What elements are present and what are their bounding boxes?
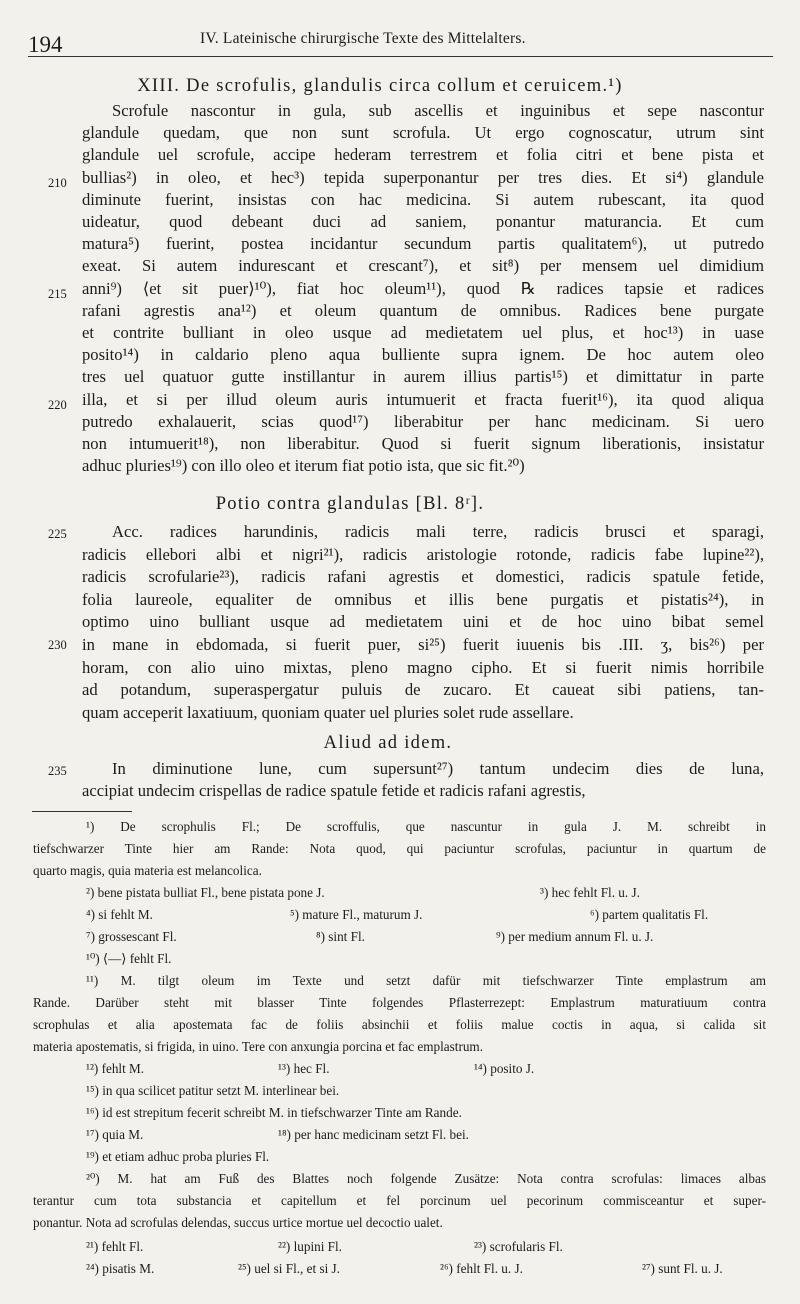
header-rule (28, 56, 773, 57)
footnote: Rande. Darüber steht mit blasser Tinte folgendes Pflasterrezept: Emplastrum maturatiuum contra (33, 995, 766, 1010)
footnote: ¹⁰) ⟨—⟩ fehlt Fl. (86, 951, 172, 966)
text-line: optimo uino bulliant usque ad medietatem uini et de hoc uino bibat semel (82, 612, 764, 632)
text-line: In diminutione lune, cum supersunt²⁷) tantum undecim dies de luna, (112, 759, 764, 778)
text-line: glandule quedam, que non sunt scrofula. Ut ergo cognoscatur, utrum sint (82, 123, 764, 143)
text-line: radicis ellebori albi et nigri²¹), radicis aristologie rotonde, radicis fabe lupine²²), (82, 544, 764, 564)
footnote: ¹¹) M. tilgt oleum im Texte und setzt dafür mit tiefschwarzer Tinte emplastrum am (86, 973, 766, 988)
footnote: quarto magis, quia materia est melancolica. (33, 863, 262, 878)
footnote: ¹³) hec Fl. (278, 1061, 330, 1076)
footnote: ⁸) sint Fl. (316, 929, 365, 944)
footnote: ¹) De scrophulis Fl.; De scroffulis, que nascuntur in gula J. M. schreibt in (86, 819, 766, 834)
text-line: non intumuerit¹⁸), non liberabitur. Quod si fuerit signum liberationis, insistatur (82, 434, 764, 453)
footnote: ¹⁹) et etiam adhuc proba pluries Fl. (86, 1149, 270, 1164)
footnote: ¹⁸) per hanc medicinam setzt Fl. bei. (278, 1127, 469, 1142)
text-line: illa, et si per illud oleum auris intumuerit et fracta fuerit¹⁶), ita quod aliqua (82, 389, 764, 409)
text-line: Scrofule nascontur in gula, sub ascellis et inguinibus et sepe nascontur (112, 101, 764, 120)
text-line: adhuc pluries¹⁹) con illo oleo et iterum fiat potio ista, que sic fit.²⁰) (82, 456, 525, 476)
footnote: ²³) scrofularis Fl. (474, 1239, 563, 1254)
running-title: IV. Lateinische chirurgische Texte des Mittelalters. (200, 30, 526, 47)
footnote: ¹²) fehlt M. (86, 1061, 145, 1076)
text-line: anni⁹) ⟨et sit puer⟩¹⁰), fiat hoc oleum¹¹), quod ℞ radices tapsie et radices (82, 278, 764, 298)
section-heading: XIII. De scrofulis, glandulis circa collum et ceruicem.¹) (137, 76, 623, 96)
footnote: ²⁰) M. hat am Fuß des Blattes noch folgende Zusätze: Nota contra scrofulas: limaces albas (86, 1171, 766, 1186)
footnote: ⁶) partem qualitatis Fl. (590, 907, 709, 922)
footnote: ponantur. Nota ad scrofulas delendas, succus urtice mortue uel decoctio ualet. (33, 1215, 443, 1230)
section-heading: Potio contra glandulas [Bl. 8ʳ]. (215, 494, 485, 514)
line-number: 225 (48, 527, 67, 541)
footnote: ¹⁴) posito J. (474, 1061, 535, 1076)
text-line: rafani agrestis ana¹²) et oleum quantum de omnibus. Radices bene purgate (82, 300, 764, 320)
footnote: ²⁴) pisatis M. (86, 1261, 155, 1276)
footnote: ²⁵) uel si Fl., et si J. (238, 1261, 340, 1276)
text-line: folia laureole, equaliter de omnibus et illis bene purgatis et pistatis²⁴), in (82, 589, 764, 609)
text-line: uideatur, quod debeant duci ad saniem, ponantur maturancia. Et cum (82, 212, 764, 231)
footnote: ¹⁵) in qua scilicet patitur setzt M. interlinear bei. (86, 1083, 340, 1098)
footnote: ⁴) si fehlt M. (86, 907, 153, 922)
text-line: horam, con alio uino mixtas, pleno magno cipho. Et si fuerit nimis horribile (82, 657, 764, 677)
text-line: accipiat undecim crispellas de radice spatule fetide et radicis rafani agrestis, (82, 781, 586, 800)
footnote: ²¹) fehlt Fl. (86, 1239, 144, 1254)
text-line: diminute fuerint, insistas con hac medicina. Si autem rubescant, ita quod (82, 189, 764, 209)
text-line: et contrite bulliant in oleo usque ad medietatem uel plus, et hoc¹³) in uase (82, 323, 764, 342)
footnote: ⁷) grossescant Fl. (86, 929, 177, 944)
footnote: ²²) lupini Fl. (278, 1239, 342, 1254)
line-number: 235 (48, 764, 67, 778)
page-number: 194 (28, 32, 63, 57)
footnote: terantur cum tota substancia et capitellum et fel porcinum uel pecorinum commisceantur et super- (33, 1193, 766, 1208)
text-line: ad potandum, superaspergatur puluis de zucaro. Et caueat sibi patiens, tan- (82, 680, 764, 700)
text-line: glandule uel scrofule, accipe hederam terrestrem et folia citri et bene pista et (82, 145, 764, 165)
footnote: materia apostematis, si frigida, in uino. Tere con anxungia porcina et fac emplastrum. (33, 1039, 483, 1054)
footnote: tiefschwarzer Tinte hier am Rande: Nota quod, qui paciuntur scrofulas, paciuntur in quartum de (33, 841, 766, 856)
section-heading: Aliud ad idem. (323, 733, 453, 753)
line-number: 230 (48, 638, 67, 652)
text-line: matura⁵) fuerint, postea incidantur secundum partis qualitatem⁶), ut putredo (82, 234, 764, 254)
footnote-rule (32, 811, 132, 812)
text-line: bullias²) in oleo, et hec³) tepida superponantur per tres dies. Et si⁴) glandule (82, 167, 764, 187)
footnote: ²) bene pistata bulliat Fl., bene pistata pone J. (86, 885, 325, 900)
footnote: ¹⁶) id est strepitum fecerit schreibt M. in tiefschwarzer Tinte am Rande. (86, 1105, 462, 1120)
text-line: putredo exhalauerit, scias quod¹⁷) liberabitur per hanc medicinam. Si uero (82, 411, 764, 431)
text-line: in mane in ebdomada, si fuerit puer, si²⁵) fuerit iuuenis bis .III. ʒ, bis²⁶) per (82, 635, 764, 654)
footnote: ³) hec fehlt Fl. u. J. (540, 885, 640, 900)
text-line: posito¹⁴) in caldario pleno aqua bulliente supra ignem. De hoc autem oleo (82, 345, 764, 365)
line-number: 210 (48, 176, 67, 190)
footnote: ²⁷) sunt Fl. u. J. (642, 1261, 723, 1276)
line-number: 215 (48, 287, 67, 301)
footnote: ¹⁷) quia M. (86, 1127, 144, 1142)
text-line: radicis scrofularie²³), radicis rafani agrestis et domestici, radicis spatule fetide, (82, 567, 764, 587)
footnote: ⁹) per medium annum Fl. u. J. (496, 929, 654, 944)
footnote: scrophulas et alia apostemata fac de foliis absinchii et foliis malue coctis in aqua, si calida sit (33, 1017, 766, 1032)
text-line: exeat. Si autem indurescant et crescant⁷), et sit⁸) per mensem uel dimidium (82, 256, 764, 276)
footnote: ²⁶) fehlt Fl. u. J. (440, 1261, 523, 1276)
text-line: tres uel quatuor gutte instillantur in aurem illius partis¹⁵) et dimittatur in parte (82, 367, 764, 387)
footnote: ⁵) mature Fl., maturum J. (290, 907, 423, 922)
text-line: quam acceperit laxatiuum, quoniam quater uel pluries solet rude assellare. (82, 702, 574, 722)
line-number: 220 (48, 398, 67, 412)
text-line: Acc. radices harundinis, radicis mali terre, radicis brusci et sparagi, (112, 522, 764, 541)
